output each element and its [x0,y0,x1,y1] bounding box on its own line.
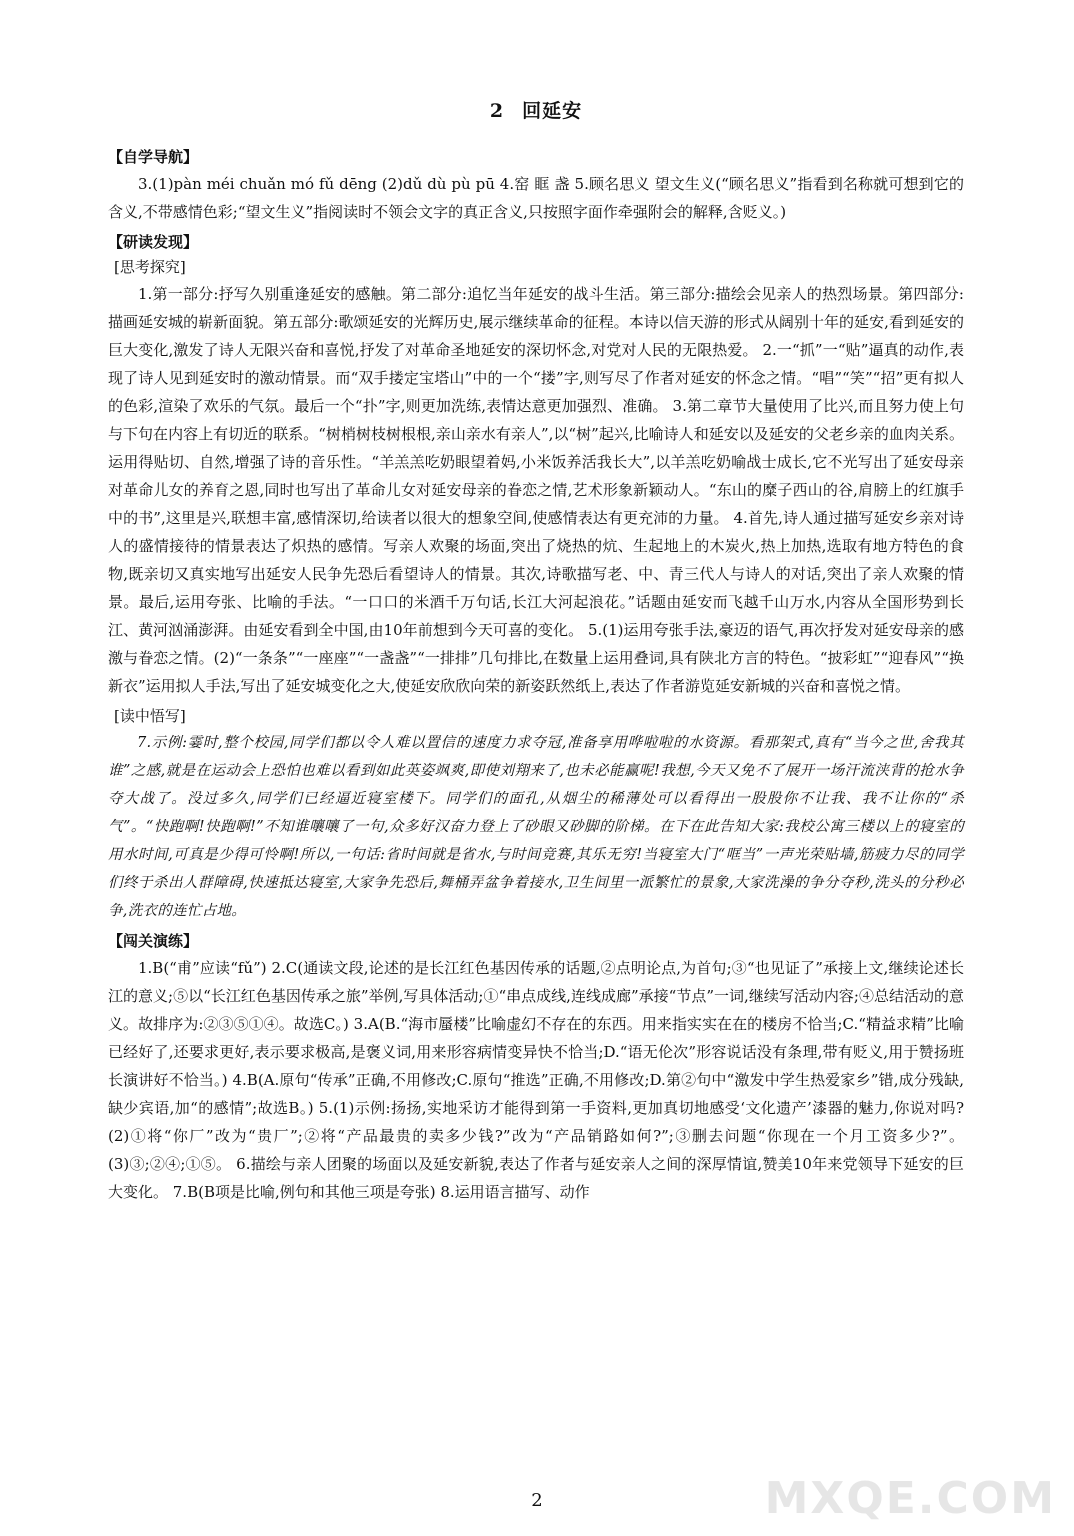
section-heading-reading: 【研读发现】 [108,233,199,251]
section-heading-practice: 【闯关演练】 [108,932,199,950]
subheading-writing: [读中悟写] [114,707,186,725]
document-page [108,96,964,1210]
page-title [108,96,964,123]
section-practice [108,929,964,1206]
section-reading [108,230,964,925]
subheading-thinking: [思考探究] [114,258,186,276]
self-study-answers: 3.(1)pàn méi chuǎn mó fǔ dēng (2)dǔ dù pù pū 4.窑 眶 盏 5.顾名思义 望文生义(“顾名思义”指看到名称就可想到它的含义,不带感情色彩;“望文生义”指阅读时不领会文字的真正含义,只按照字面作牵强附会的解释,含贬义。) [108,175,964,221]
writing-example: 7.示例:霎时,整个校园,同学们都以令人难以置信的速度力求夺冠,准备享用哗啦啦的水资源。看那架式,真有“当今之世,舍我其谁”之感,就是在运动会上恐怕也难以看到如此英姿飒爽,即使刘翔来了,也未必能赢呢!我想,今天又免不了展开一场汗流浃背的抢水争夺大战了。没过多久,同学们已经逼近寝室楼下。同学们的面孔,从烟尘的稀薄处可以看得出一股股你不让我、我不让你的“杀气”。“快跑啊!快跑啊!”不知谁嚷嚷了一句,众多好汉奋力登上了砂眼又砂脚的阶梯。在下在此告知大家:我校公寓三楼以上的寝室的用水时间,可真是少得可怜啊!所以,一句话:省时间就是省水,与时间竞赛,其乐无穷!当寝室大门“哐当”一声光荣贴墙,筋疲力尽的同学们终于杀出人群障碍,快速抵达寝室,大家争先恐后,舞桶弄盆争着接水,卫生间里一派繁忙的景象,大家洗澡的争分夺秒,洗头的分秒必争,洗衣的连忙占地。 [108,735,964,919]
thinking-answers: 1.第一部分:抒写久别重逢延安的感触。第二部分:追忆当年延安的战斗生活。第三部分:描绘会见亲人的热烈场景。第四部分:描画延安城的崭新面貌。第五部分:歌颂延安的光辉历史,展示继续革命的征程。本诗以信天游的形式从阔别十年的延安,看到延安的巨大变化,激发了诗人无限兴奋和喜悦,抒发了对革命圣地延安的深切怀念,对党对人民的无限热爱。 2.一“抓”一“贴”逼真的动作,表现了诗人见到延安时的激动情景。而“双手搂定宝塔山”中的一个“搂”字,则写尽了作者对延安的怀念之情。“唱”“笑”“招”更有拟人的色彩,渲染了欢乐的气氛。最后一个“扑”字,则更加洗练,表情达意更加强烈、准确。 3.第二章节大量使用了比兴,而且努力使上句与下句在内容上有切近的联系。“树梢树枝树根根,亲山亲水有亲人”,以“树”起兴,比喻诗人和延安以及延安的父老乡亲的血肉关系。运用得贴切、自然,增强了诗的音乐性。“羊羔羔吃奶眼望着妈,小米饭养活我长大”,以羊羔吃奶喻战士成长,它不光写出了延安母亲对革命儿女的养育之恩,同时也写出了革命儿女对延安母亲的眷恋之情,艺术形象新颖动人。“东山的糜子西山的谷,肩膀上的红旗手中的书”,这里是兴,联想丰富,感情深切,给读者以很大的想象空间,使感情表达有更充沛的力量。 4.首先,诗人通过描写延安乡亲对诗人的盛情接待的情景表达了炽热的感情。写亲人欢聚的场面,突出了烧热的炕、生起地上的木炭火,热上加热,选取有地方特色的食物,既亲切又真实地写出延安人民争先恐后看望诗人的情景。其次,诗歌描写老、中、青三代人与诗人的对话,突出了亲人欢聚的情景。最后,运用夸张、比喻的手法。“一口口的米酒千万句话,长江大河起浪花。”话题由延安而飞越千山万水,内容从全国形势到长江、黄河汹涌澎湃。由延安看到全中国,由10年前想到今天可喜的变化。 5.(1)运用夸张手法,豪迈的语气,再次抒发对延安母亲的感激与眷恋之情。(2)“一条条”“一座座”“一盏盏”“一排排”几句排比,在数量上运用叠词,具有陕北方言的特色。“披彩虹”“迎春风”“换新衣”运用拟人手法,写出了延安城变化之大,使延安欣欣向荣的新姿跃然纸上,表达了作者游览延安新城的兴奋和喜悦之情。 [108,285,964,695]
watermark-logo: MXQE.COM [764,1473,1056,1524]
title-number: 2 [489,100,505,122]
page-number: 2 [531,1490,543,1511]
practice-answers: 1.B(“甫”应读“fǔ”) 2.C(通读文段,论述的是长江红色基因传承的话题,②点明论点,为首句;③“也见证了”承接上文,继续论述长江的意义;⑤以“长江红色基因传承之旅”举例,写具体活动;①“串点成线,连线成廊”承接“节点”一词,继续写活动内容;④总结活动的意义。故排序为:②③⑤①④。故选C。) 3.A(B.“海市蜃楼”比喻虚幻不存在的东西。用来指实实在在的楼房不恰当;C.“精益求精”比喻已经好了,还要求更好,表示要求极高,是褒义词,用来形容病情变异快不恰当;D.“语无伦次”形容说话没有条理,带有贬义,用于赞扬班长演讲好不恰当。) 4.B(A.原句“传承”正确,不用修改;C.原句“推选”正确,不用修改;D.第②句中“激发中学生热爱家乡”错,成分残缺,缺少宾语,加“的感情”;故选B。) 5.(1)示例:扬扬,实地采访才能得到第一手资料,更加真切地感受‘文化遗产’漆器的魅力,你说对吗?(2)①将“你厂”改为“贵厂”;②将“产品最贵的卖多少钱?”改为“产品销路如何?”;③删去问题“你现在一个月工资多少?”。(3)③;②④;①⑤。 6.描绘与亲人团聚的场面以及延安新貌,表达了作者与延安亲人之间的深厚情谊,赞美10年来党领导下延安的巨大变化。 7.B(B项是比喻,例句和其他三项是夸张) 8.运用语言描写、动作 [108,959,964,1201]
title-text: 回延安 [522,100,583,122]
section-self-study [108,145,964,226]
section-heading-self-study: 【自学导航】 [108,148,199,166]
